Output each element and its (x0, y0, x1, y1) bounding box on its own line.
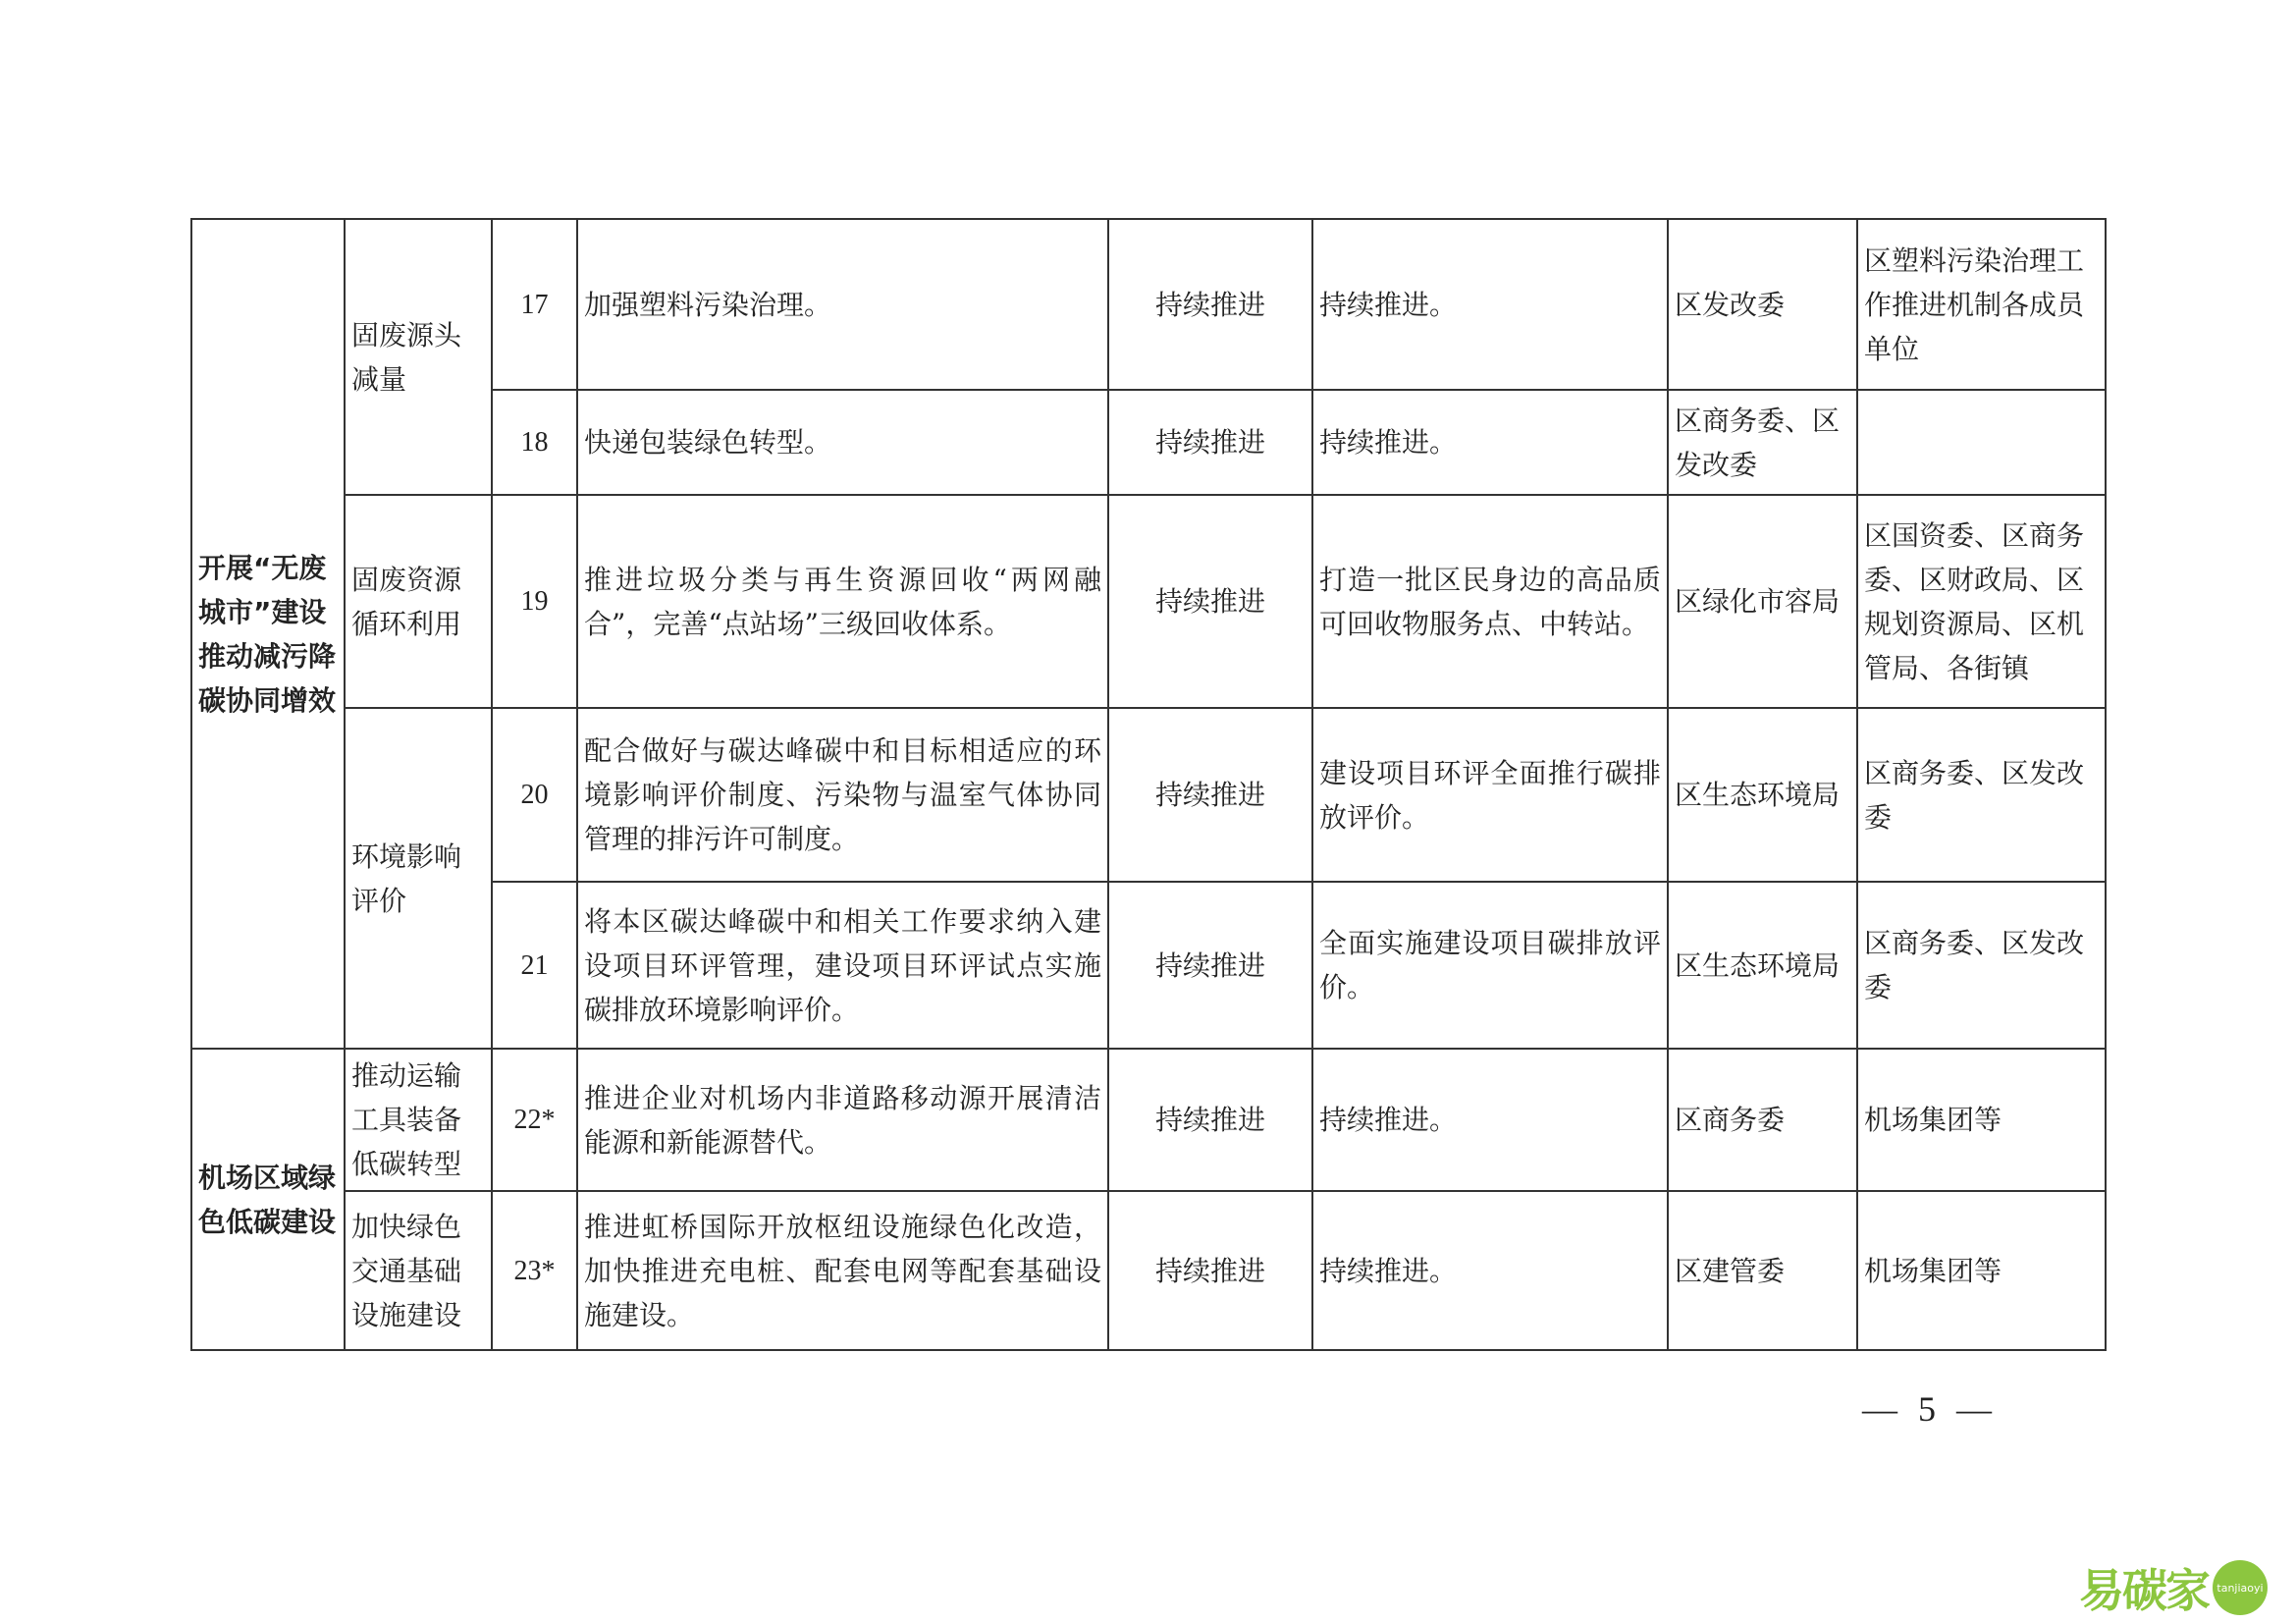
page-number: — 5 — (1862, 1389, 1998, 1429)
watermark-text: 易碳家 (2079, 1564, 2209, 1617)
lead-unit-cell: 区生态环境局 (1668, 708, 1857, 882)
subcategory-cell: 环境影响评价 (345, 708, 492, 1049)
target-cell: 建设项目环评全面推行碳排放评价。 (1312, 708, 1668, 882)
table-row (191, 1049, 2106, 1191)
measure-cell: 配合做好与碳达峰碳中和目标相适应的环境影响评价制度、污染物与温室气体协同管理的排污许可制度。 (577, 708, 1108, 882)
number-cell: 21 (492, 882, 577, 1049)
table-row (191, 1191, 2106, 1350)
watermark-domain: tanjiaoyi (2213, 1560, 2268, 1615)
measure-cell: 推进企业对机场内非道路移动源开展清洁能源和新能源替代。 (577, 1049, 1108, 1191)
target-cell: 全面实施建设项目碳排放评价。 (1312, 882, 1668, 1049)
progress-cell: 持续推进 (1108, 1191, 1312, 1350)
progress-cell: 持续推进 (1108, 708, 1312, 882)
progress-cell: 持续推进 (1108, 882, 1312, 1049)
subcategory-cell: 固废源头减量 (345, 219, 492, 495)
target-cell: 持续推进。 (1312, 1191, 1668, 1350)
table-row (191, 219, 2106, 390)
progress-cell: 持续推进 (1108, 390, 1312, 495)
watermark-logo (2079, 1561, 2268, 1617)
number-cell: 23* (492, 1191, 577, 1350)
table-row (191, 495, 2106, 708)
subcategory-cell: 推动运输工具装备低碳转型 (345, 1049, 492, 1191)
number-cell: 17 (492, 219, 577, 390)
progress-cell: 持续推进 (1108, 219, 1312, 390)
number-cell: 18 (492, 390, 577, 495)
coop-unit-cell: 机场集团等 (1857, 1191, 2106, 1350)
target-cell: 持续推进。 (1312, 219, 1668, 390)
measure-cell: 推进虹桥国际开放枢纽设施绿色化改造，加快推进充电桩、配套电网等配套基础设施建设。 (577, 1191, 1108, 1350)
lead-unit-cell: 区生态环境局 (1668, 882, 1857, 1049)
target-cell: 持续推进。 (1312, 1049, 1668, 1191)
table-row (191, 708, 2106, 882)
lead-unit-cell: 区商务委 (1668, 1049, 1857, 1191)
subcategory-cell: 固废资源循环利用 (345, 495, 492, 708)
lead-unit-cell: 区绿化市容局 (1668, 495, 1857, 708)
lead-unit-cell: 区商务委、区发改委 (1668, 390, 1857, 495)
lead-unit-cell: 区建管委 (1668, 1191, 1857, 1350)
category-cell: 机场区域绿色低碳建设 (191, 1049, 345, 1350)
target-cell: 持续推进。 (1312, 390, 1668, 495)
measure-cell: 推进垃圾分类与再生资源回收“两网融合”，完善“点站场”三级回收体系。 (577, 495, 1108, 708)
coop-unit-cell: 区国资委、区商务委、区财政局、区规划资源局、区机管局、各街镇 (1857, 495, 2106, 708)
measure-cell: 快递包装绿色转型。 (577, 390, 1108, 495)
measures-table (190, 218, 2107, 1351)
lead-unit-cell: 区发改委 (1668, 219, 1857, 390)
measure-cell: 加强塑料污染治理。 (577, 219, 1108, 390)
number-cell: 19 (492, 495, 577, 708)
number-cell: 20 (492, 708, 577, 882)
target-cell: 打造一批区民身边的高品质可回收物服务点、中转站。 (1312, 495, 1668, 708)
measure-cell: 将本区碳达峰碳中和相关工作要求纳入建设项目环评管理，建设项目环评试点实施碳排放环境影响评价。 (577, 882, 1108, 1049)
progress-cell: 持续推进 (1108, 1049, 1312, 1191)
coop-unit-cell: 机场集团等 (1857, 1049, 2106, 1191)
number-cell: 22* (492, 1049, 577, 1191)
progress-cell: 持续推进 (1108, 495, 1312, 708)
coop-unit-cell: 区塑料污染治理工作推进机制各成员单位 (1857, 219, 2106, 390)
subcategory-cell: 加快绿色交通基础设施建设 (345, 1191, 492, 1350)
coop-unit-cell: 区商务委、区发改委 (1857, 708, 2106, 882)
coop-unit-cell (1857, 390, 2106, 495)
coop-unit-cell: 区商务委、区发改委 (1857, 882, 2106, 1049)
category-cell: 开展“无废城市”建设推动减污降碳协同增效 (191, 219, 345, 1049)
